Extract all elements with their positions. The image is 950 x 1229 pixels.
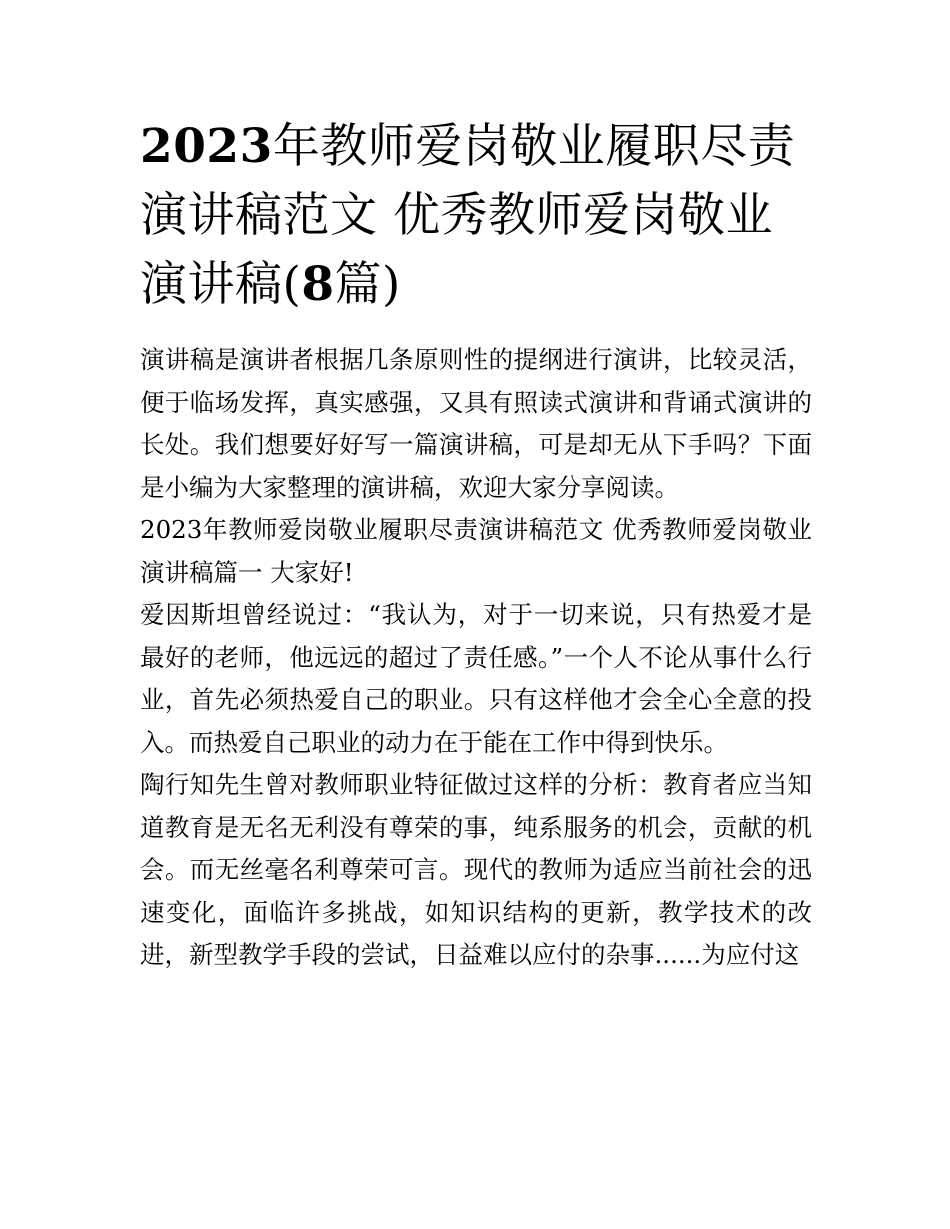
title-end-text: 篇) — [334, 257, 401, 312]
title-year: 2023 — [140, 119, 273, 174]
tao-xingzhi-paragraph: 陶行知先生曾对教师职业特征做过这样的分析：教育者应当知道教育是无名无利没有尊荣的事，纯系服务的机会，贡献的机会。而无丝毫名利尊荣可言。现代的教师为适应当前社会的迅速变化，面临许多挑战，如知识结构的更新，教学技术的改进，新型教学手段的尝试，日益难以应付的杂事......为应付这 — [140, 770, 812, 969]
title-main-text: 年教师爱岗敬业履职尽责演讲稿范文 优秀教师爱岗敬业演讲稿( — [140, 119, 796, 312]
title-count: 8 — [301, 257, 335, 312]
document-title — [140, 112, 812, 319]
document-body — [140, 339, 812, 977]
einstein-quote-paragraph: 爱因斯坦曾经说过：“我认为，对于一切来说，只有热爱才是最好的老师，他远远的超过了责任感。”一个人不论从事什么行业，首先必须热爱自己的职业。只有这样他才会全心全意的投入。而热爱自己职业的动力在于能在工作中得到快乐。 — [140, 600, 812, 757]
document-page — [140, 112, 812, 977]
section-heading-paragraph: 2023年教师爱岗敬业履职尽责演讲稿范文 优秀教师爱岗敬业演讲稿篇一 大家好! — [140, 515, 812, 587]
intro-paragraph: 演讲稿是演讲者根据几条原则性的提纲进行演讲，比较灵活，便于临场发挥，真实感强，又具有照读式演讲和背诵式演讲的长处。我们想要好好写一篇演讲稿，可是却无从下手吗？下面是小编为大家整理的演讲稿，欢迎大家分享阅读。 — [140, 345, 812, 502]
